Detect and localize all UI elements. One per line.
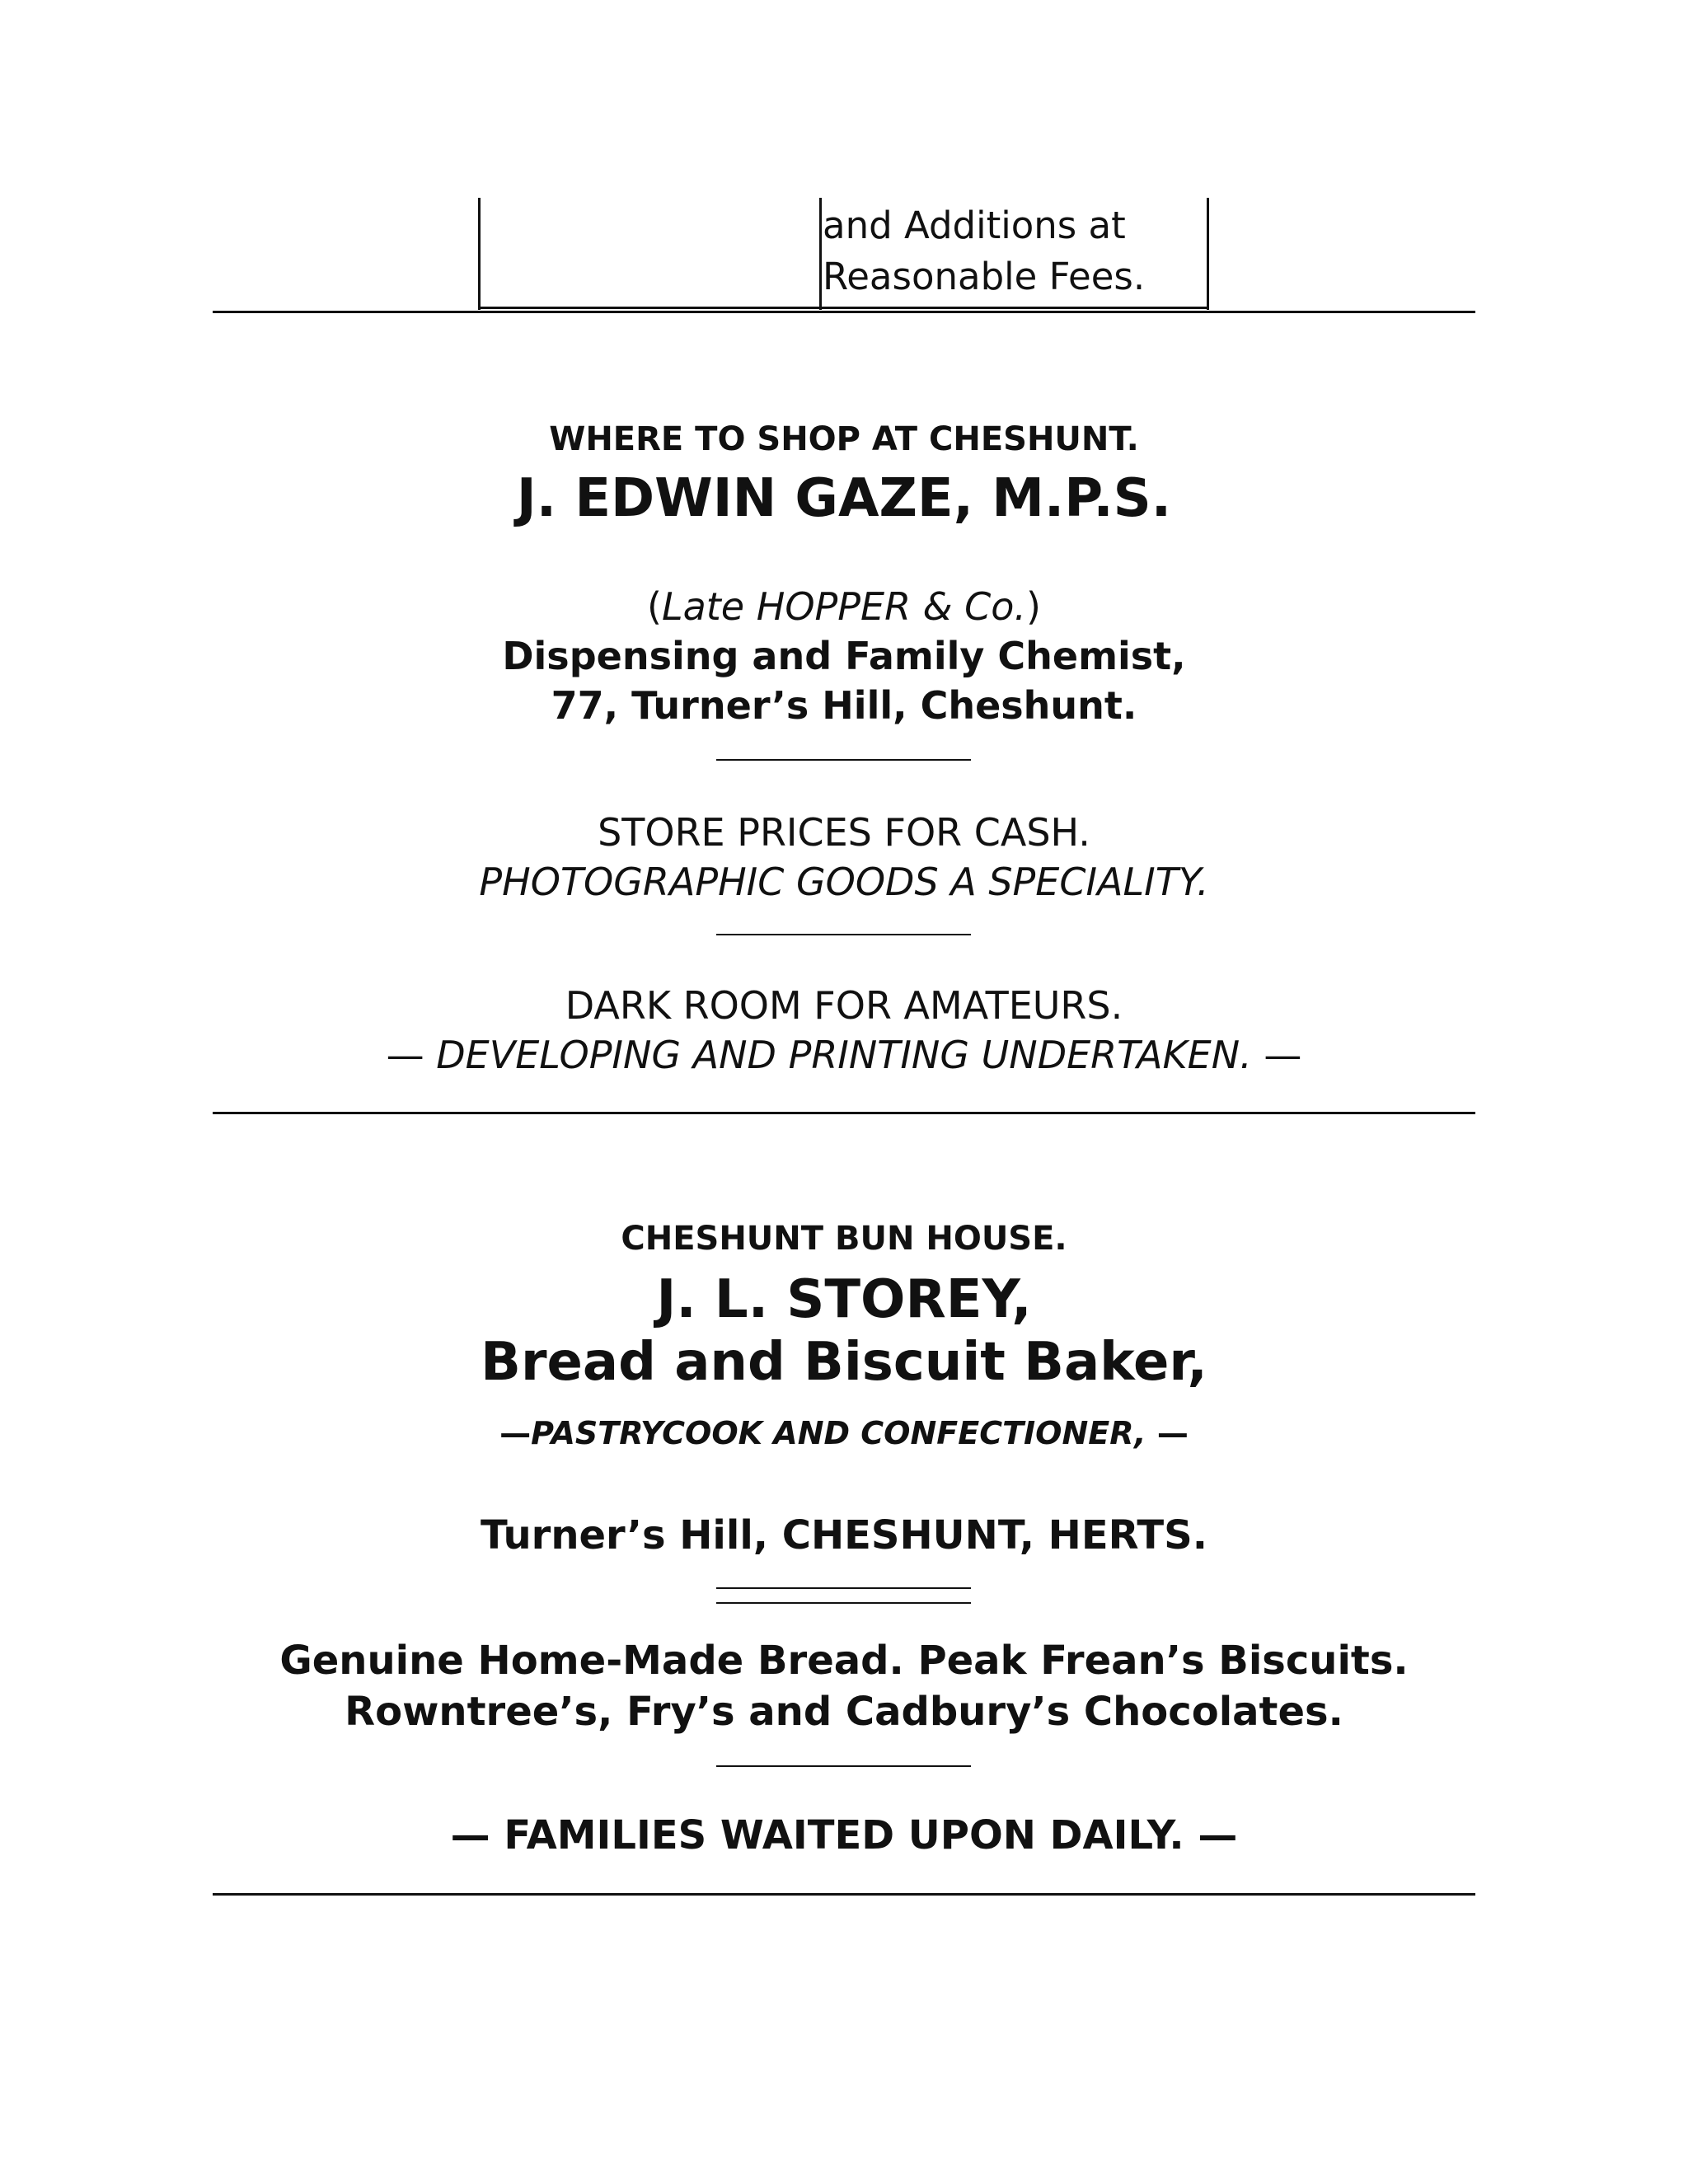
ad1-address: 77, Turner’s Hill, Cheshunt.	[551, 683, 1137, 728]
ad2-name: J. L. STOREY,	[656, 1269, 1032, 1330]
ad1-trade: Dispensing and Family Chemist,	[502, 634, 1186, 678]
ad2-subtitle-text: PASTRYCOOK AND CONFECTIONER,	[531, 1415, 1146, 1451]
ad1-photo-line: PHOTOGRAPHIC GOODS A SPECIALITY.	[479, 860, 1209, 904]
section-divider	[213, 1112, 1475, 1114]
table-bottom-border	[478, 307, 1209, 309]
section-divider	[213, 311, 1475, 313]
ad2-closing-line: — FAMILIES WAITED UPON DAILY. —	[450, 1812, 1238, 1858]
ad1-developing-line	[0, 1030, 1688, 1080]
ad2-rule	[716, 1765, 971, 1767]
table-border-middle	[819, 198, 822, 310]
ad2-goods-line-1: Genuine Home-Made Bread. Peak Frean’s Biscuits.	[279, 1638, 1409, 1684]
ad1-rule-2	[716, 934, 971, 935]
ad1-dash-left: —	[386, 1033, 437, 1077]
ad2-sub-dash-right: —	[1146, 1415, 1189, 1451]
table-border-left	[478, 198, 481, 310]
ad2-heading: CHESHUNT BUN HOUSE.	[621, 1220, 1067, 1258]
ad2-sub-dash-left: —	[499, 1415, 532, 1451]
table-cell-line-2: Reasonable Fees.	[823, 255, 1146, 298]
ad1-name: J. EDWIN GAZE, M.P.S.	[516, 468, 1172, 529]
ad2-address: Turner’s Hill, CHESHUNT, HERTS.	[481, 1512, 1207, 1558]
section-divider	[213, 1893, 1475, 1896]
ad1-dash-right: —	[1251, 1033, 1302, 1077]
ad1-late-line	[0, 582, 1688, 631]
ad2-trade: Bread and Biscuit Baker,	[481, 1332, 1207, 1393]
ad1-darkroom-line: DARK ROOM FOR AMATEURS.	[565, 983, 1123, 1028]
ad1-developing-text: DEVELOPING AND PRINTING UNDERTAKEN.	[436, 1033, 1252, 1077]
ad1-late-text: Late HOPPER & Co.	[661, 584, 1027, 629]
ad1-late-open: (	[647, 584, 662, 629]
table-cell-text	[823, 200, 1145, 302]
ad1-rule-1	[716, 759, 971, 761]
ad1-heading: WHERE TO SHOP AT CHESHUNT.	[549, 420, 1139, 458]
ad1-late-close: )	[1026, 584, 1041, 629]
ad2-double-rule-bottom	[716, 1602, 971, 1604]
ad2-double-rule-top	[716, 1587, 971, 1589]
ad2-subtitle	[0, 1413, 1688, 1454]
table-border-right	[1207, 198, 1209, 310]
ad2-goods-line-2: Rowntree’s, Fry’s and Cadbury’s Chocolates.	[345, 1689, 1343, 1735]
table-cell-line-1: and Additions at	[823, 204, 1126, 247]
ad1-prices-line: STORE PRICES FOR CASH.	[598, 810, 1090, 855]
